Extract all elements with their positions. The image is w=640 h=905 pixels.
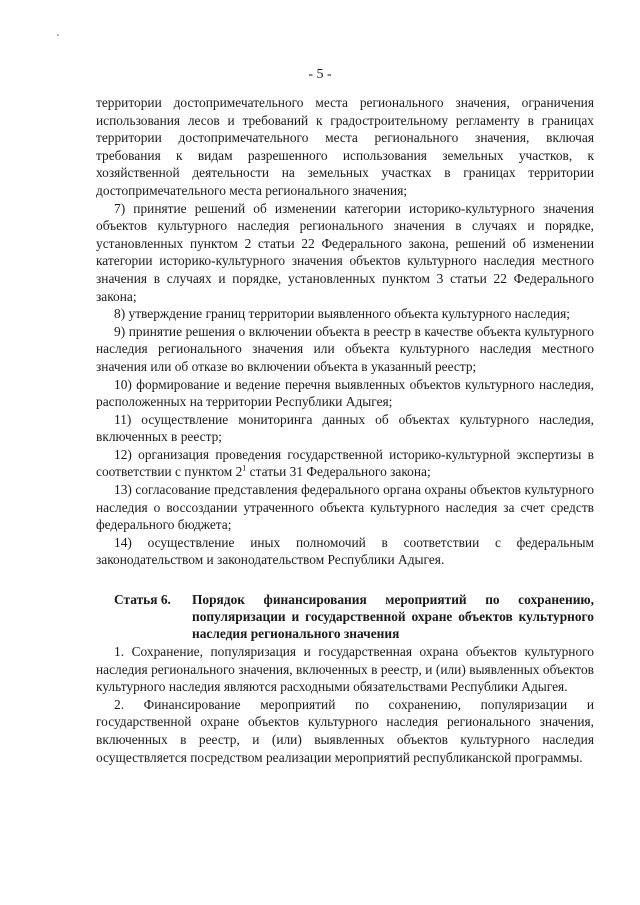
- article-paragraph-1: 1. Сохранение, популяризация и государственная охрана объектов культурного наследия регионального значения, включенных в реестр, и (или) выявленных объектов культурного наследия являются расходными обязательствами Республики Адыгея.: [96, 644, 594, 695]
- article-heading: [96, 591, 594, 642]
- list-item-12-tail: статьи 31 Федерального закона;: [246, 464, 431, 480]
- page-number: - 5 -: [308, 67, 332, 82]
- list-item-12-text: 12) организация проведения государственной историко-культурной экспертизы в соответствии с пунктом 2: [96, 446, 594, 480]
- list-item-11: 11) осуществление мониторинга данных об объектах культурного наследия, включенных в реестр;: [96, 411, 594, 445]
- list-item-10: 10) формирование и ведение перечня выявленных объектов культурного наследия, расположенных на территории Республики Адыгея;: [96, 376, 594, 410]
- list-item-9: 9) принятие решения о включении объекта в реестр в качестве объекта культурного наследия регионального значения или объекта культурного наследия местного значения или об отказе во включении объекта в указанный реестр;: [96, 323, 594, 374]
- list-item-12: [96, 446, 594, 481]
- document-body: [96, 94, 594, 766]
- scan-mark: [57, 34, 59, 36]
- footnote-superscript: 1: [242, 464, 247, 473]
- list-item-7: 7) принятие решений об изменении категории историко-культурного значения объектов культурного наследия регионального значения в случаях и порядке, установленных пунктом 2 статьи 22 Федерального закона, решений об изменении категории историко-культурного значения объектов культурного наследия местного значения в случаях и порядке, установленных пунктом 3 статьи 22 Федерального закона;: [96, 200, 594, 304]
- article-label: Статья 6.: [114, 592, 171, 608]
- paragraph-continuation: территории достопримечательного места регионального значения, ограничения использования лесов и требований к градостроительному регламенту в границах территории достопримечательного места регионального значения, включая требования к видам разрешенного использования земельных участков, к хозяйственной деятельности на земельных участках в границах территории достопримечательного места регионального значения;: [96, 95, 594, 198]
- article-title: Порядок финансирования мероприятий по сохранению, популяризации и государственной охране объектов культурного наследия регионального значения: [192, 592, 594, 642]
- list-item-14: 14) осуществление иных полномочий в соответствии с федеральным законодательством и законодательством Республики Адыгея.: [96, 534, 594, 568]
- list-item-13: 13) согласование представления федерального органа охраны объектов культурного наследия о воссоздании утраченного объекта культурного наследия за счет средств федерального бюджета;: [96, 482, 594, 533]
- list-item-8: 8) утверждение границ территории выявленного объекта культурного наследия;: [114, 306, 570, 322]
- article-paragraph-2: 2. Финансирование мероприятий по сохранению, популяризации и государственной охране объектов культурного наследия регионального значения, включенных в реестр, и (или) выявленных объектов культурного наследия осуществляется посредством реализации мероприятий республиканской программы.: [96, 696, 594, 765]
